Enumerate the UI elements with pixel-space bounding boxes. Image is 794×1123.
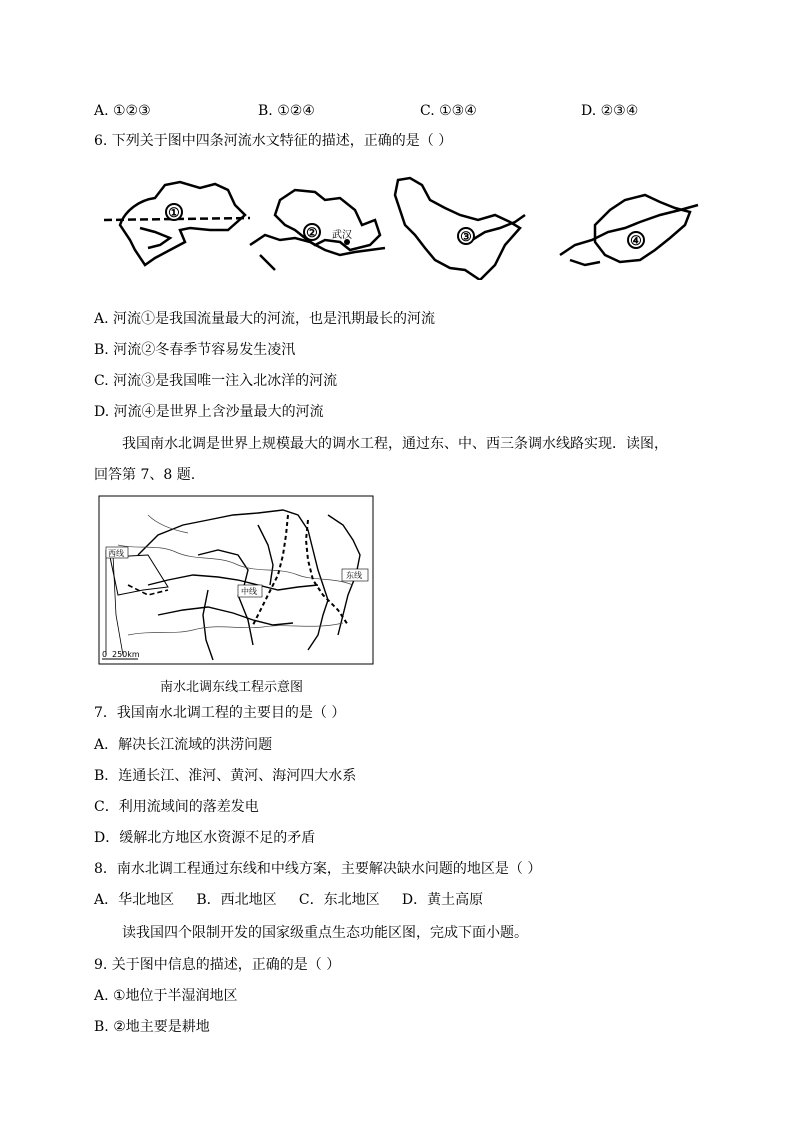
- q9-stem: 9. 关于图中信息的描述，正确的是（ ）: [94, 957, 341, 973]
- q7-option-c: C．利用流域间的落差发电: [94, 799, 259, 815]
- q5-option-b: B. ①②④: [258, 103, 315, 119]
- intro-9: 读我国四个限制开发的国家级重点生态功能区图，完成下面小题。: [122, 925, 528, 941]
- scale-zero: 0: [102, 650, 108, 659]
- q7-option-a: A．解决长江流域的洪涝问题: [94, 737, 273, 753]
- q7-option-d: D．缓解北方地区水资源不足的矛盾: [94, 830, 316, 846]
- q6-option-a: A. 河流①是我国流量最大的河流，也是汛期最长的河流: [94, 311, 436, 327]
- water-transfer-map: [98, 495, 374, 665]
- river-map-1: [104, 182, 250, 265]
- east-label: 东线: [346, 571, 362, 580]
- intro-78-line2: 回答第 7、8 题.: [94, 467, 196, 483]
- river-maps: [100, 170, 700, 280]
- q6-stem: 6. 下列关于图中四条河流水文特征的描述，正确的是（ ）: [94, 133, 453, 149]
- q5-option-a: A. ①②③: [94, 103, 151, 119]
- intro-78-line1: 我国南水北调是世界上规模最大的调水工程，通过东、中、西三条调水线路实现．读图，: [122, 436, 668, 452]
- scale-label: 250km: [112, 650, 140, 659]
- river-1-label: ①: [168, 206, 180, 221]
- q6-option-d: D. 河流④是世界上含沙量最大的河流: [94, 404, 324, 420]
- q9-option-a: A. ①地位于半湿润地区: [94, 988, 238, 1004]
- middle-label: 中线: [241, 587, 257, 596]
- q8-stem: 8．南水北调工程通过东线和中线方案，主要解决缺水问题的地区是（ ）: [94, 861, 542, 877]
- river-map-4: [560, 195, 698, 265]
- river-4-label: ④: [630, 234, 642, 249]
- q7-option-b: B．连通长江、淮河、黄河、海河四大水系: [94, 768, 357, 784]
- map-caption: 南水北调东线工程示意图: [160, 680, 304, 695]
- q7-stem: 7．我国南水北调工程的主要目的是（ ）: [94, 705, 346, 721]
- wuhan-label: 武汉: [332, 230, 352, 241]
- river-2-label: ②: [306, 226, 318, 241]
- q6-option-b: B. 河流②冬春季节容易发生凌汛: [94, 342, 296, 358]
- q9-option-b: B. ②地主要是耕地: [94, 1019, 210, 1035]
- river-3-label: ③: [460, 230, 472, 245]
- q6-option-c: C. 河流③是我国唯一注入北冰洋的河流: [94, 373, 338, 389]
- q5-option-d: D. ②③④: [581, 103, 639, 119]
- river-map-3: [395, 178, 525, 280]
- west-label: 西线: [108, 549, 124, 558]
- q5-option-c: C. ①③④: [420, 103, 477, 119]
- q8-options: A．华北地区 B．西北地区 C．东北地区 D．黄土高原: [94, 892, 484, 908]
